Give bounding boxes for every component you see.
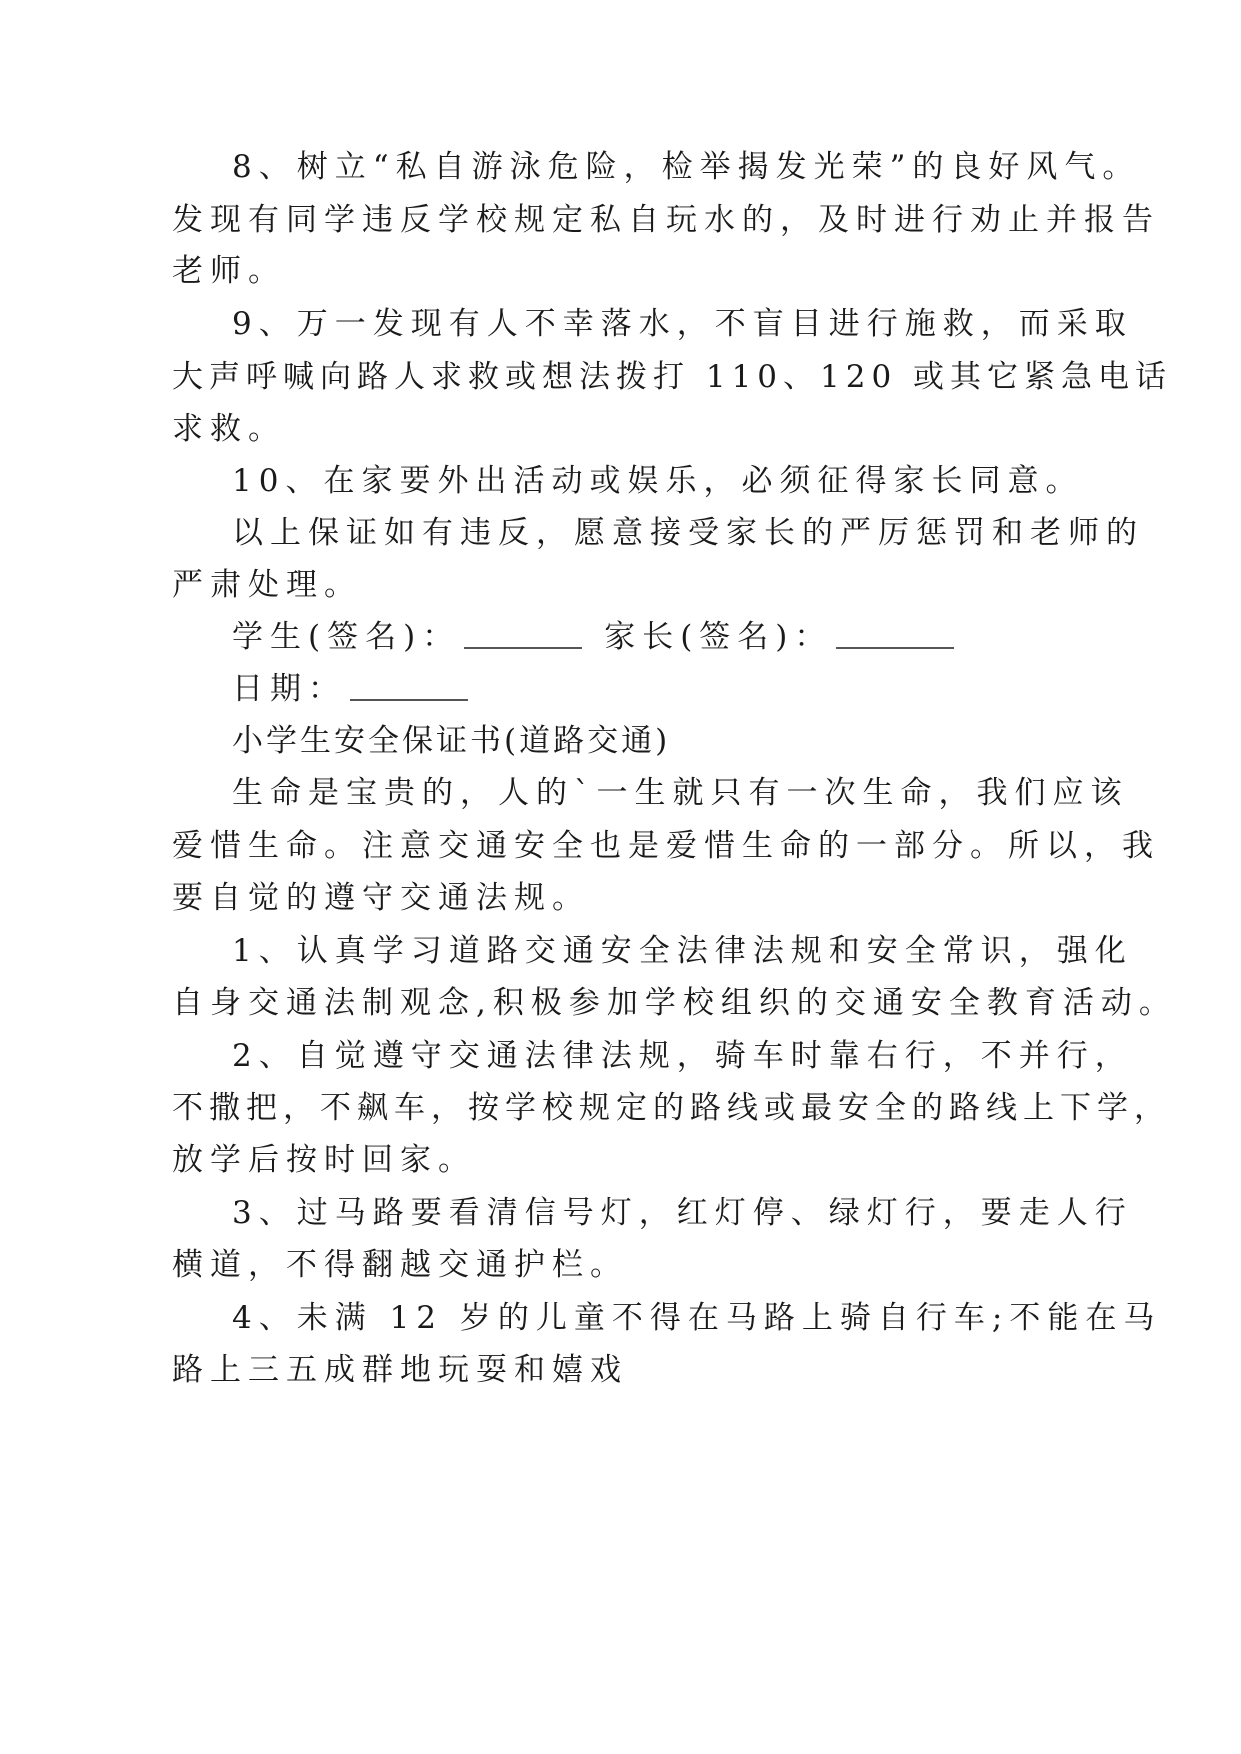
text-line: 9、万一发现有人不幸落水，不盲目进行施救，而采取 bbox=[232, 306, 1133, 342]
parent-signature-label: 家长(签名)： bbox=[604, 619, 833, 655]
student-signature-blank bbox=[464, 617, 582, 649]
section-title: 小学生安全保证书(道路交通) bbox=[232, 723, 671, 759]
text-line: 3、过马路要看清信号灯，红灯停、绿灯行，要走人行 bbox=[232, 1195, 1133, 1231]
text-line: 自身交通法制观念,积极参加学校组织的交通安全教育活动。 bbox=[172, 985, 1177, 1021]
date-label: 日期： bbox=[232, 671, 346, 707]
text-line: 横道，不得翻越交通护栏。 bbox=[172, 1247, 628, 1283]
text-line: 2、自觉遵守交通法律法规，骑车时靠右行，不并行， bbox=[232, 1038, 1133, 1074]
student-signature-label: 学生(签名)： bbox=[232, 619, 461, 655]
text-line: 严肃处理。 bbox=[172, 567, 362, 603]
date-line bbox=[232, 669, 468, 709]
text-line: 大声呼喊向路人求救或想法拨打 110、120 或其它紧急电话 bbox=[172, 359, 1173, 395]
text-line: 爱惜生命。注意交通安全也是爱惜生命的一部分。所以，我 bbox=[172, 828, 1160, 864]
text-line: 8、树立“私自游泳危险，检举揭发光荣”的良好风气。 bbox=[232, 149, 1141, 185]
date-blank bbox=[350, 669, 468, 701]
text-line: 不撒把，不飙车，按学校规定的路线或最安全的路线上下学， bbox=[172, 1090, 1171, 1126]
text-line: 以上保证如有违反，愿意接受家长的严厉惩罚和老师的 bbox=[232, 515, 1144, 551]
text-line: 老师。 bbox=[172, 253, 286, 289]
text-line: 10、在家要外出活动或娱乐，必须征得家长同意。 bbox=[232, 463, 1084, 499]
parent-signature-blank bbox=[836, 617, 954, 649]
text-line: 路上三五成群地玩耍和嬉戏 bbox=[172, 1352, 628, 1388]
text-line: 放学后按时回家。 bbox=[172, 1142, 476, 1178]
text-line: 1、认真学习道路交通安全法律法规和安全常识，强化 bbox=[232, 933, 1133, 969]
text-line: 生命是宝贵的，人的`一生就只有一次生命，我们应该 bbox=[232, 775, 1129, 811]
text-line: 要自觉的遵守交通法规。 bbox=[172, 880, 590, 916]
signature-line bbox=[232, 617, 954, 657]
text-line: 发现有同学违反学校规定私自玩水的，及时进行劝止并报告 bbox=[172, 202, 1160, 238]
text-line: 4、未满 12 岁的儿童不得在马路上骑自行车;不能在马 bbox=[232, 1300, 1162, 1336]
text-line: 求救。 bbox=[172, 411, 286, 447]
